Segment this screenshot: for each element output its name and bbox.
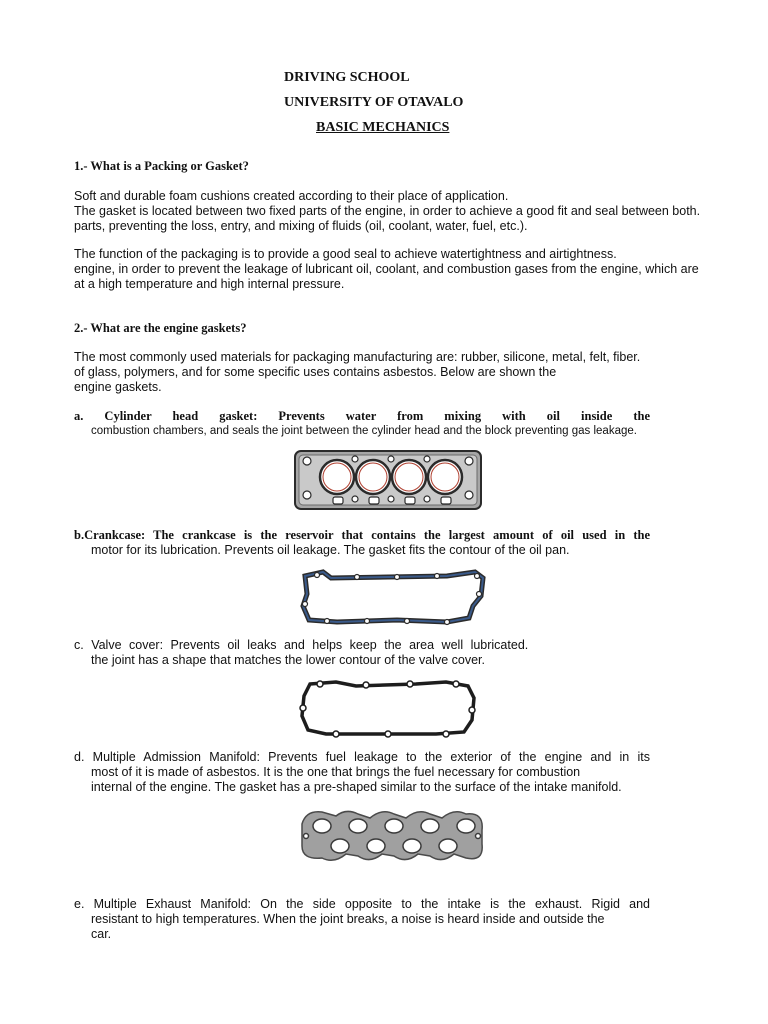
question-1-paragraph-2 (74, 247, 724, 292)
question-1-heading: 1.- What is a Packing or Gasket? (74, 159, 249, 173)
text-line: at a high temperature and high internal pressure. (74, 277, 345, 291)
text-line: parts, preventing the loss, entry, and mixing of fluids (oil, coolant, water, fuel, etc.). (74, 219, 528, 233)
text-line: engine, in order to prevent the leakage of lubricant oil, coolant, and combustion gases from the engine, which are (74, 262, 699, 276)
item-b-crankcase (74, 528, 650, 558)
question-2-heading: 2.- What are the engine gaskets? (74, 321, 247, 335)
cylinder-head-gasket-image (293, 447, 483, 518)
question-2-paragraph (74, 350, 724, 395)
item-a-cylinder-head (74, 409, 650, 439)
university-title: UNIVERSITY OF OTAVALO (284, 95, 464, 110)
item-a-continuation: combustion chambers, and seals the joint between the cylinder head and the block preventing gas leakage. (91, 425, 637, 437)
item-e-continuation: resistant to high temperatures. When the joint breaks, a noise is heard inside and outside the (91, 912, 605, 926)
item-c-valve-cover (74, 638, 650, 668)
item-d-first-line: d. Multiple Admission Manifold: Prevents fuel leakage to the exterior of the engine and in its (74, 750, 650, 764)
intake-manifold-gasket-image (296, 804, 488, 873)
text-line: of glass, polymers, and for some specific uses contains asbestos. Below are shown the (74, 365, 557, 379)
item-d-intake-manifold (74, 750, 650, 795)
item-a-first-line: a. Cylinder head gasket: Prevents water from mixing with oil inside the (74, 409, 650, 423)
item-d-continuation: most of it is made of asbestos. It is the one that brings the fuel necessary for combustion (91, 765, 581, 779)
item-d-continuation: internal of the engine. The gasket has a pre-shaped similar to the surface of the intake manifold. (91, 780, 622, 794)
school-title: DRIVING SCHOOL (284, 70, 410, 85)
text-line: The most commonly used materials for packaging manufacturing are: rubber, silicone, metal, felt, fiber. (74, 350, 641, 364)
text-line: The gasket is located between two fixed parts of the engine, in order to achieve a good fit and seal between both. (74, 204, 701, 218)
text-line: Soft and durable foam cushions created according to their place of application. (74, 189, 509, 203)
item-c-continuation: the joint has a shape that matches the lower contour of the valve cover. (91, 653, 485, 667)
text-line: The function of the packaging is to provide a good seal to achieve watertightness and airtightness. (74, 247, 617, 261)
item-b-continuation: motor for its lubrication. Prevents oil leakage. The gasket fits the contour of the oil pan. (91, 543, 570, 557)
item-e-first-line: e. Multiple Exhaust Manifold: On the side opposite to the intake is the exhaust. Rigid and (74, 897, 650, 911)
item-c-first-line: c. Valve cover: Prevents oil leaks and helps keep the area well lubricated. (74, 638, 529, 652)
course-title: BASIC MECHANICS (316, 120, 450, 135)
oil-pan-gasket-image (297, 566, 487, 631)
valve-cover-gasket-image (296, 676, 480, 745)
item-e-continuation: car. (91, 927, 112, 941)
item-b-first-line: b.Crankcase: The crankcase is the reservoir that contains the largest amount of oil used in the (74, 528, 650, 542)
text-line: engine gaskets. (74, 380, 162, 394)
item-e-exhaust-manifold (74, 897, 650, 942)
question-1-paragraph-1 (74, 189, 724, 234)
